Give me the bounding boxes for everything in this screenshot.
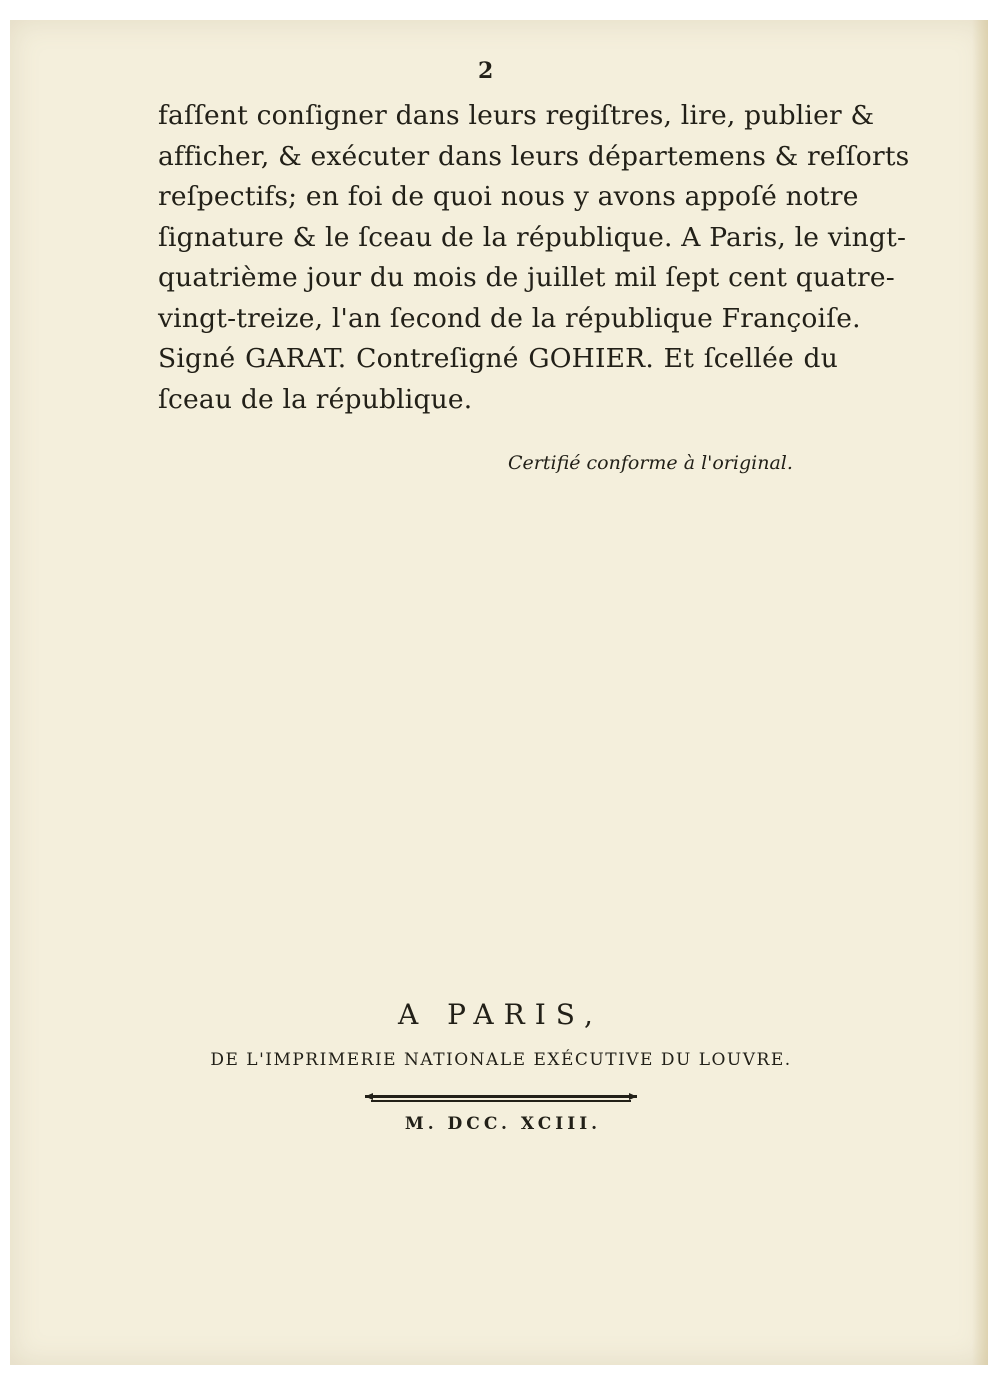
imprint-city: A PARIS, <box>398 998 603 1031</box>
text-line: ſceau de la république. <box>158 383 473 415</box>
page-edge-shading <box>972 20 988 1365</box>
document-page <box>10 20 988 1365</box>
text-line: faſſent conſigner dans leurs regiſtres, lire, publier & <box>158 100 875 131</box>
imprint-year: M. DCC. XCIII. <box>404 1114 602 1134</box>
certification-note: Certifié conforme à l'original. <box>508 452 793 474</box>
text-line: Signé GARAT. Contreſigné GOHIER. Et ſcellée du <box>158 343 838 374</box>
ornamental-rule <box>365 1092 637 1106</box>
text-line: reſpectifs; en foi de quoi nous y avons appoſé notre <box>158 181 859 212</box>
decree-text <box>158 96 910 420</box>
text-line: vingt-treize, l'an ſecond de la république Françoiſe. <box>158 302 861 334</box>
text-line: ſignature & le ſceau de la république. A Paris, le vingt- <box>158 221 907 253</box>
page-number: 2 <box>478 58 494 84</box>
text-line: quatrième jour du mois de juillet mil ſept cent quatre- <box>158 262 895 293</box>
imprint-printer: DE L'IMPRIMERIE NATIONALE EXÉCUTIVE DU LOUVRE. <box>210 1050 792 1070</box>
text-line: afficher, & exécuter dans leurs départemens & reſſorts <box>158 140 910 172</box>
